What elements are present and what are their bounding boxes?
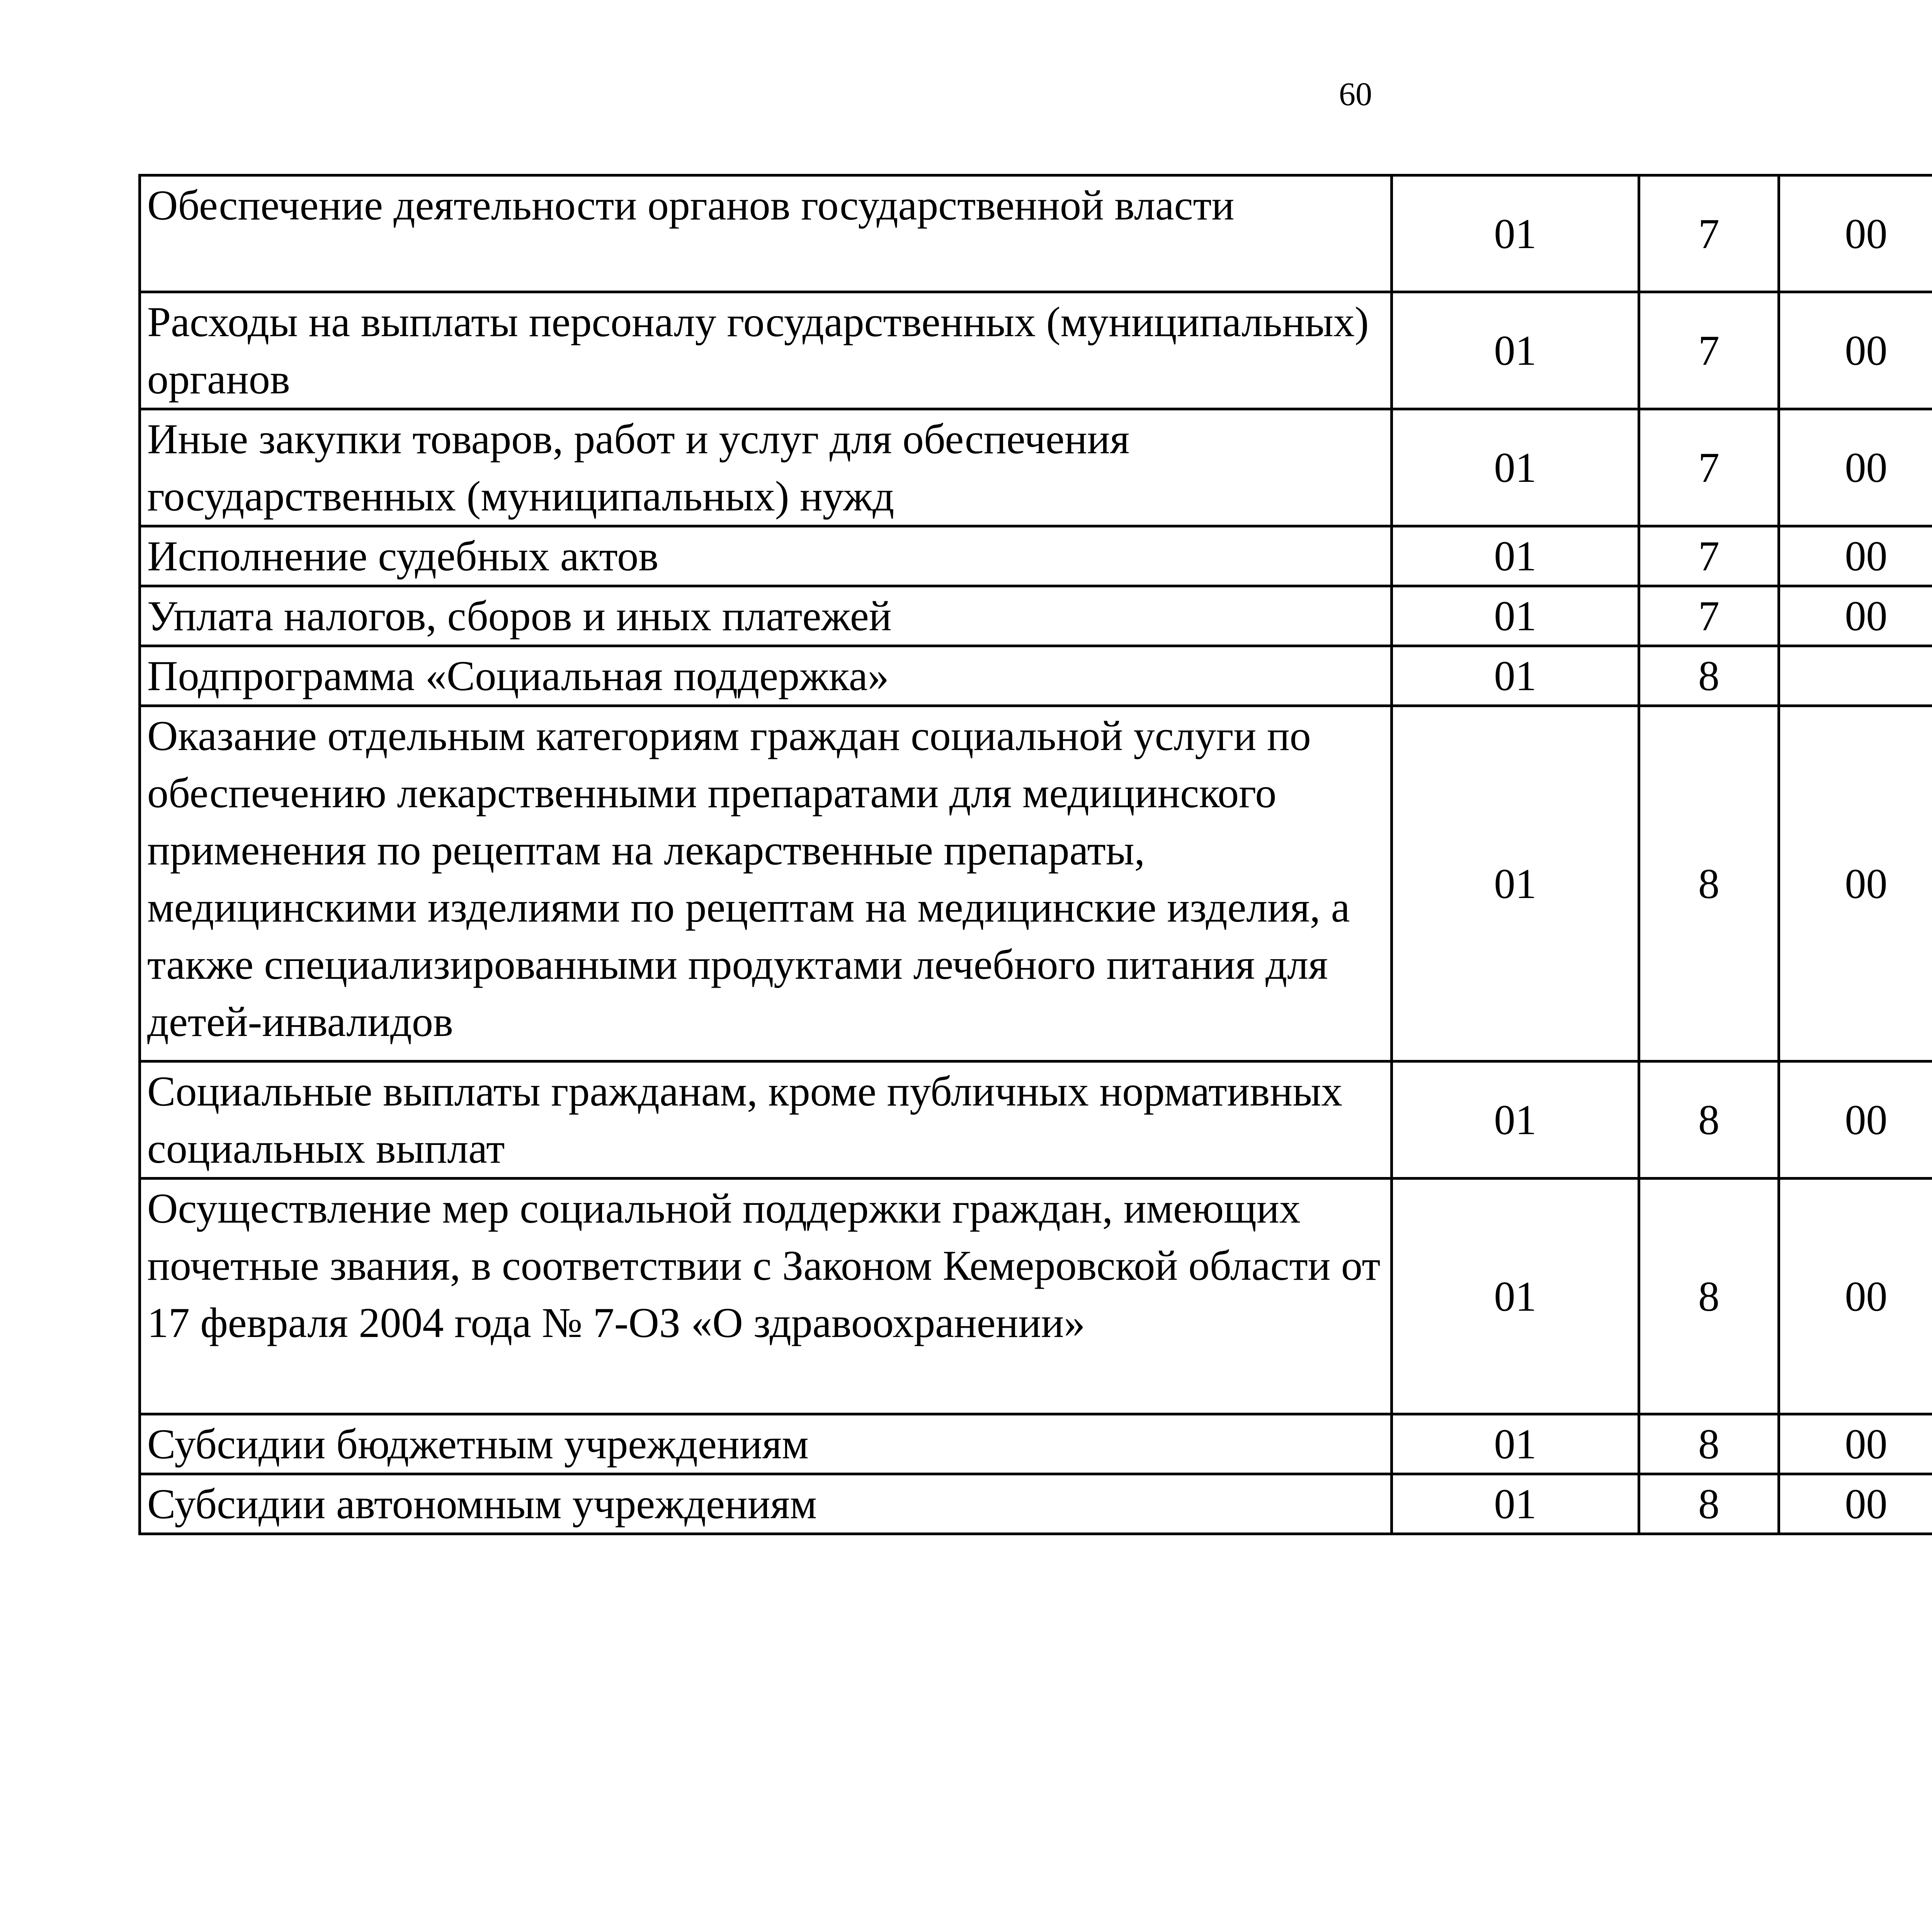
code-cell: 00 xyxy=(1779,1414,1932,1474)
table-row xyxy=(140,646,1932,706)
code-cell: 8 xyxy=(1639,706,1779,1061)
code-cell: 7 xyxy=(1639,409,1779,526)
code-cell: 00 xyxy=(1779,292,1932,409)
table-row xyxy=(140,586,1932,646)
row-name-cell: Субсидии бюджетным учреждениям xyxy=(140,1414,1392,1474)
budget-table xyxy=(138,174,1932,1535)
page-number: 60 xyxy=(1339,75,1372,112)
row-name-cell: Уплата налогов, сборов и иных платежей xyxy=(140,586,1392,646)
table-row xyxy=(140,409,1932,526)
code-cell: 01 xyxy=(1392,526,1639,586)
code-cell: 7 xyxy=(1639,175,1779,292)
table-row xyxy=(140,526,1932,586)
table-row xyxy=(140,292,1932,409)
table-row xyxy=(140,1061,1932,1179)
code-cell: 00 xyxy=(1779,586,1932,646)
code-cell: 00 xyxy=(1779,1061,1932,1179)
table-row xyxy=(140,175,1932,292)
row-name-cell: Исполнение судебных актов xyxy=(140,526,1392,586)
code-cell: 00 xyxy=(1779,526,1932,586)
code-cell: 01 xyxy=(1392,646,1639,706)
row-name-cell: Оказание отдельным категориям граждан социальной услуги по обеспечению лекарственными препаратами для медицинского применения по рецептам на лекарственные препараты, медицинскими изделиями по рецептам на медицинские изделия, а также специализированными продуктами лечебного питания для детей-инвалидов xyxy=(140,706,1392,1061)
code-cell: 7 xyxy=(1639,526,1779,586)
code-cell: 7 xyxy=(1639,586,1779,646)
code-cell: 01 xyxy=(1392,1179,1639,1414)
code-cell: 01 xyxy=(1392,409,1639,526)
code-cell: 8 xyxy=(1639,1414,1779,1474)
row-name-cell: Расходы на выплаты персоналу государственных (муниципальных) органов xyxy=(140,292,1392,409)
code-cell: 8 xyxy=(1639,1474,1779,1534)
row-name-cell: Обеспечение деятельности органов государственной власти xyxy=(140,175,1392,292)
code-cell: 00 xyxy=(1779,175,1932,292)
code-cell: 01 xyxy=(1392,1474,1639,1534)
code-cell: 01 xyxy=(1392,586,1639,646)
code-cell: 01 xyxy=(1392,706,1639,1061)
row-name-cell: Социальные выплаты гражданам, кроме публичных нормативных социальных выплат xyxy=(140,1061,1392,1179)
code-cell: 8 xyxy=(1639,1061,1779,1179)
code-cell: 00 xyxy=(1779,1474,1932,1534)
code-cell: 00 xyxy=(1779,1179,1932,1414)
table-row xyxy=(140,1474,1932,1534)
table-row xyxy=(140,706,1932,1061)
row-name-cell: Осуществление мер социальной поддержки граждан, имеющих почетные звания, в соответствии с Законом Кемеровской области от 17 февраля 2004 года № 7-ОЗ «О здравоохранении» xyxy=(140,1179,1392,1414)
code-cell: 01 xyxy=(1392,292,1639,409)
row-name-cell: Иные закупки товаров, работ и услуг для обеспечения государственных (муниципальных) нужд xyxy=(140,409,1392,526)
code-cell: 01 xyxy=(1392,1061,1639,1179)
code-cell: 01 xyxy=(1392,1414,1639,1474)
code-cell: 01 xyxy=(1392,175,1639,292)
code-cell: 8 xyxy=(1639,1179,1779,1414)
code-cell: 7 xyxy=(1639,292,1779,409)
code-cell: 00 xyxy=(1779,706,1932,1061)
row-name-cell: Подпрограмма «Социальная поддержка» xyxy=(140,646,1392,706)
code-cell: 8 xyxy=(1639,646,1779,706)
code-cell xyxy=(1779,646,1932,706)
row-name-cell: Субсидии автономным учреждениям xyxy=(140,1474,1392,1534)
code-cell: 00 xyxy=(1779,409,1932,526)
table-row xyxy=(140,1414,1932,1474)
table-row xyxy=(140,1179,1932,1414)
